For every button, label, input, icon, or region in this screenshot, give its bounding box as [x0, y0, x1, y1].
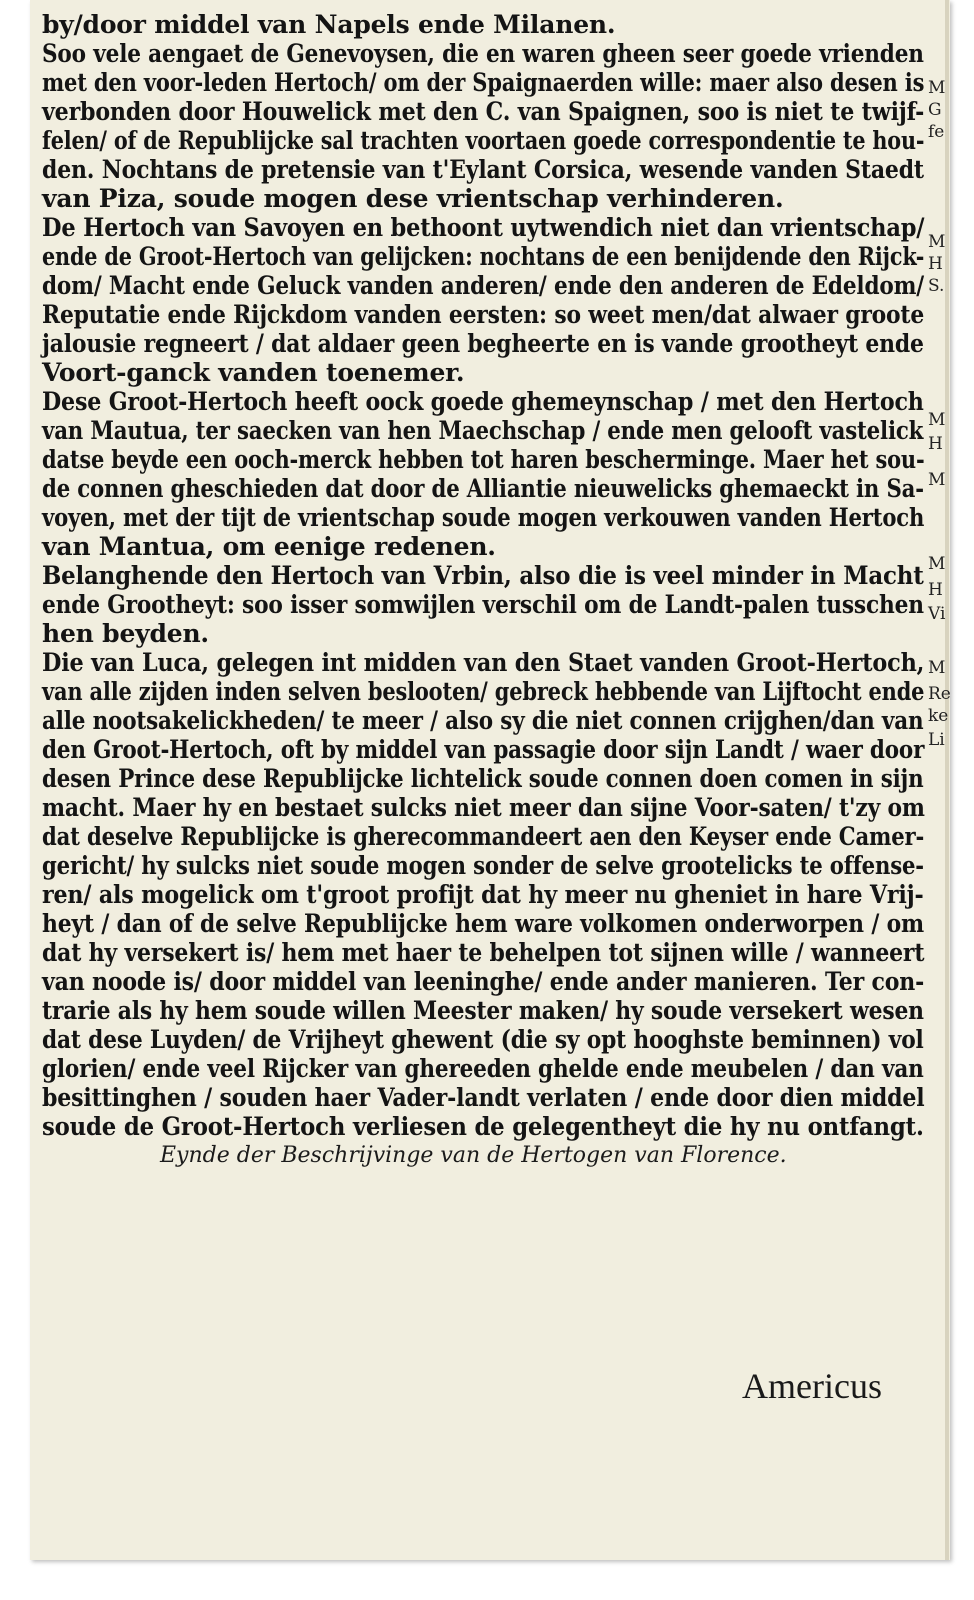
text-line: besittinghen / souden haer Vader-landt verlaten / ende door dien middel: [42, 1083, 925, 1112]
text-line: Belanghende den Hertoch van Vrbin, also die is veel minder in Macht: [42, 561, 924, 590]
text-line: soude de Groot-Hertoch verliesen de gelegentheyt die hy nu ontfangt.: [42, 1112, 924, 1141]
margin-letter: M: [928, 232, 946, 252]
margin-letter: M: [928, 410, 946, 430]
margin-letter: M: [928, 78, 946, 98]
text-line: Soo vele aengaet de Genevoysen, die en waren gheen seer goede vrienden: [42, 39, 924, 68]
closing-line: Eynde der Beschrijvinge van de Hertogen van Florence.: [160, 1143, 787, 1168]
text-line: ren/ als mogelick om t'groot profijt dat hy meer nu gheniet in hare Vrij-: [42, 880, 924, 909]
margin-letter: ke: [928, 706, 949, 726]
text-line: voyen, met der tijt de vrientschap soude mogen verkouwen vanden Hertoch: [42, 503, 925, 532]
text-line: heyt / dan of de selve Republijcke hem ware volkomen onderworpen / om: [42, 909, 924, 938]
margin-letter: M: [928, 658, 946, 678]
text-line: van Mautua, ter saecken van hen Maechschap / ende men gelooft vastelick: [42, 416, 924, 445]
margin-letter: G: [928, 100, 942, 120]
text-line: van Mantua, om eenige redenen.: [42, 532, 496, 561]
text-line: den Groot-Hertoch, oft by middel van passagie door sijn Landt / waer door: [42, 735, 925, 764]
text-line: Dese Groot-Hertoch heeft oock goede ghemeynschap / met den Hertoch: [42, 387, 924, 416]
text-line: dat hy versekert is/ hem met haer te behelpen tot sijnen wille / wanneert: [42, 938, 925, 967]
text-line: dom/ Macht ende Geluck vanden anderen/ ende den anderen de Edeldom/: [42, 271, 925, 300]
text-line: Voort-ganck vanden toenemer.: [42, 358, 465, 387]
text-line: macht. Maer hy en bestaet sulcks niet meer dan sijne Voor-saten/ t'zy om: [42, 793, 925, 822]
text-line: den. Nochtans de pretensie van t'Eylant Corsica, wesende vanden Staedt: [42, 155, 924, 184]
text-line: ende de Groot-Hertoch van gelijcken: nochtans de een benijdende den Rijck-: [42, 242, 925, 271]
text-line: van alle zijden inden selven beslooten/ gebreck hebbende van Lijftocht ende: [42, 677, 925, 706]
margin-letter: H: [928, 434, 943, 454]
text-line: van noode is/ door middel van leeninghe/ ende ander manieren. Ter con-: [42, 967, 925, 996]
text-line: hen beyden.: [42, 619, 209, 648]
text-line: jalousie regneert / dat aldaer geen begheerte en is vande grootheyt ende: [42, 329, 924, 358]
text-line: desen Prince dese Republijcke lichtelick soude connen doen comen in sijn: [42, 764, 924, 793]
text-line: van Piza, soude mogen dese vrientschap verhinderen.: [42, 184, 784, 213]
text-line: datse beyde een ooch-merck hebben tot haren bescherminge. Maer het sou-: [42, 445, 925, 474]
margin-letter: fe: [928, 122, 945, 142]
text-line: met den voor-leden Hertoch/ om der Spaignaerden wille: maer also desen is: [42, 68, 925, 97]
text-line: ende Grootheyt: soo isser somwijlen verschil om de Landt-palen tusschen: [42, 590, 924, 619]
text-line: De Hertoch van Savoyen en bethoont uytwendich niet dan vrientschap/: [42, 213, 925, 242]
text-line: dat deselve Republijcke is gherecommandeert aen den Keyser ende Camer-: [42, 822, 925, 851]
catchword: Americus: [742, 1366, 882, 1406]
margin-letter: Li: [928, 730, 945, 750]
text-line: glorien/ ende veel Rijcker van ghereeden ghelde ende meubelen / dan van: [42, 1054, 924, 1083]
text-line: gericht/ hy sulcks niet soude mogen sonder de selve grootelicks te offense-: [42, 851, 924, 880]
text-line: alle nootsakelickheden/ te meer / also sy die niet connen crijghen/dan van: [42, 706, 924, 735]
margin-letter: M: [928, 470, 946, 490]
margin-letter: Vi: [928, 604, 946, 624]
margin-letter: Re: [928, 684, 951, 704]
text-line: Die van Luca, gelegen int midden van den Staet vanden Groot-Hertoch,: [42, 648, 925, 677]
margin-letter: S.: [928, 276, 945, 296]
text-line: by/door middel van Napels ende Milanen.: [42, 10, 616, 39]
margin-letter: M: [928, 554, 946, 574]
text-line: verbonden door Houwelick met den C. van Spaignen, soo is niet te twijf-: [42, 97, 925, 126]
text-line: Reputatie ende Rijckdom vanden eersten: so weet men/dat alwaer groote: [42, 300, 925, 329]
margin-letter: H: [928, 580, 943, 600]
text-line: felen/ of de Republijcke sal trachten voortaen goede correspondentie te hou-: [42, 126, 925, 155]
text-line: trarie als hy hem soude willen Meester maken/ hy soude versekert wesen: [42, 996, 924, 1025]
margin-letter: H: [928, 254, 943, 274]
text-line: de connen gheschieden dat door de Alliantie nieuwelicks ghemaeckt in Sa-: [42, 474, 924, 503]
text-line: dat dese Luyden/ de Vrijheyt ghewent (die sy opt hooghste beminnen) vol: [42, 1025, 924, 1054]
page-edge: [945, 0, 949, 1560]
